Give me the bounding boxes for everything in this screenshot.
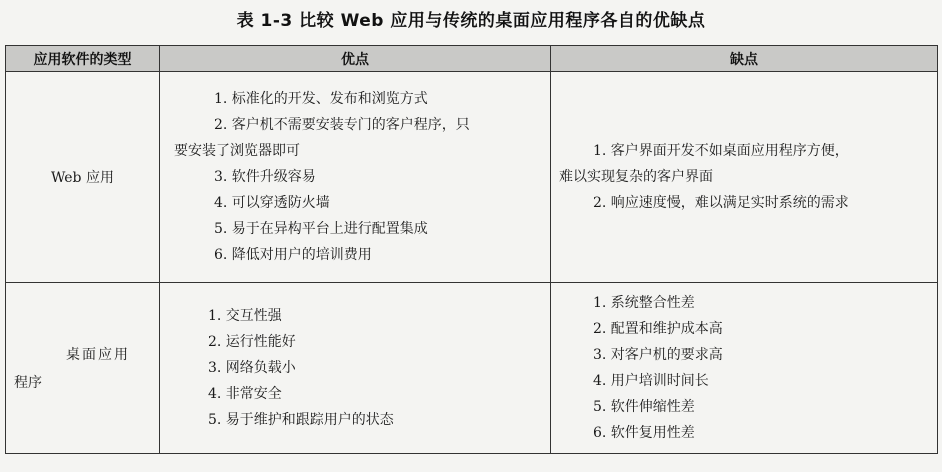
list-item: 2. 配置和维护成本高 <box>593 321 723 337</box>
advantages-cell-web <box>160 72 551 283</box>
header-type: 应用软件的类型 <box>6 46 160 72</box>
list-item: 2. 运行性能好 <box>208 334 296 350</box>
list-item: 4. 非常安全 <box>208 386 282 402</box>
advantages-cell-desktop <box>160 283 551 454</box>
list-item: 3. 对客户机的要求高 <box>593 347 723 363</box>
list-item-continuation: 要安装了浏览器即可 <box>174 143 300 159</box>
table-caption: 表 1-3 比较 Web 应用与传统的桌面应用程序各自的优缺点 <box>236 11 706 31</box>
list-item: 1. 标准化的开发、发布和浏览方式 <box>214 91 428 107</box>
table-header-row <box>6 46 938 72</box>
list-item-continuation: 难以实现复杂的客户界面 <box>559 169 713 185</box>
list-item: 1. 客户界面开发不如桌面应用程序方便， <box>593 143 849 159</box>
list-item: 4. 用户培训时间长 <box>593 373 709 389</box>
comparison-table <box>5 45 938 454</box>
list-item: 4. 可以穿透防火墙 <box>214 195 330 211</box>
list-item: 6. 降低对用户的培训费用 <box>214 247 372 263</box>
disadvantages-cell-web <box>551 72 938 283</box>
disadvantages-cell-desktop <box>551 283 938 454</box>
list-item: 1. 系统整合性差 <box>593 295 695 311</box>
type-cell-web: Web 应用 <box>6 72 160 283</box>
list-item: 1. 交互性强 <box>208 308 282 324</box>
header-advantages: 优点 <box>160 46 551 72</box>
list-item: 2. 客户机不需要安装专门的客户程序，只 <box>214 117 470 133</box>
type-cell-desktop <box>6 283 160 454</box>
list-item: 3. 软件升级容易 <box>214 169 316 185</box>
table-row-web <box>6 72 938 283</box>
list-item: 5. 易于在异构平台上进行配置集成 <box>214 221 428 237</box>
list-item: 3. 网络负载小 <box>208 360 296 376</box>
type-label-line1: 桌面应用 <box>66 347 130 363</box>
list-item: 6. 软件复用性差 <box>593 425 695 441</box>
type-label-line2: 程序 <box>14 375 42 391</box>
list-item: 2. 响应速度慢，难以满足实时系统的需求 <box>593 195 849 211</box>
list-item: 5. 易于维护和跟踪用户的状态 <box>208 412 394 428</box>
list-item: 5. 软件伸缩性差 <box>593 399 695 415</box>
header-disadvantages: 缺点 <box>551 46 938 72</box>
table-row-desktop <box>6 283 938 454</box>
